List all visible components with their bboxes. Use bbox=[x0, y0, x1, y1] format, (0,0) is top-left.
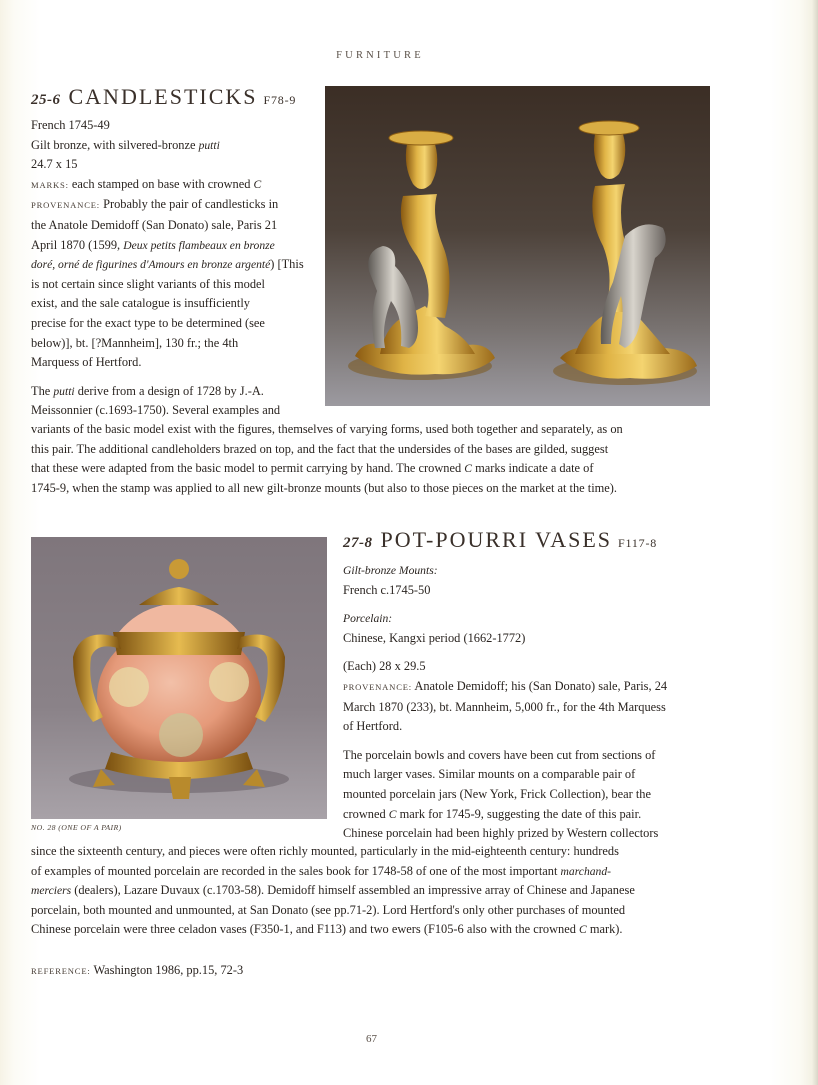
porcelain-text: Chinese, Kangxi period (1662-1772) bbox=[343, 630, 526, 645]
vase-photo-caption: NO. 28 (ONE OF A PAIR) bbox=[31, 823, 122, 832]
marks-label: MARKS: bbox=[31, 179, 69, 190]
marks-line bbox=[31, 175, 311, 196]
running-head: FURNITURE bbox=[336, 50, 424, 61]
provenance-label: PROVENANCE: bbox=[31, 200, 100, 211]
candlesticks-details: French 1745-49 Gilt bronze, with silvered-bronze putti 24.7 x 15 MARKS: each stamped on base with crowned C PROVENANCE: Probably the pair of candlesticks in the Anatole Demidoff (San Donato) sale, Paris 21 April 1870 (1599, Deux petits flambeaux en bronze doré, orné de figurines d'Amours en bronze argenté) [This is not certain since slight variants of this model exist, and the sale catalogue is insufficiently precise for the exact type to be determined (see below)], bt. [?Mannheim], 130 fr.; the 4th Marquess of Hertford. The putti derive from a design of 1728 by J.-A. Meissonnier (c.1693-1750). Several examples and bbox=[31, 116, 311, 421]
marks-text: each stamped on base with crowned C bbox=[71, 176, 262, 191]
vase-provenance-line: PROVENANCE: Anatole Demidoff; his (San Donato) sale, Paris, 24 bbox=[343, 678, 668, 693]
entry-number: 27-8 bbox=[343, 535, 373, 551]
candlesticks-body: variants of the basic model exist with the figures, themselves of varying forms, used both together and separately, as on this pair. The additional candleholders brazed on top, and the fact that the undersides of the bases are gilded, suggest that these were adapted from the basic model to permit carrying by hand. The crowned C marks indicate a date of 1745-9, when the stamp was applied to all new gilt-bronze mounts (but also to those pieces on the market at the time). bbox=[31, 422, 623, 495]
candlesticks-image bbox=[325, 86, 710, 406]
entry-number: 25-6 bbox=[31, 92, 61, 108]
reference-label: REFERENCE: bbox=[31, 966, 91, 976]
entry-heading-candlesticks bbox=[31, 86, 296, 108]
provenance-label: PROVENANCE: bbox=[343, 681, 412, 692]
vase-body: since the sixteenth century, and pieces were often richly mounted, particularly in the mid-eighteenth century: hundreds of examples of mounted porcelain are recorded in the sales book for 1748-58 of one of the most important marchand- merciers (dealers), Lazare Duvaux (c.1703-58). Demidoff himself assembled an impressive array of Chinese and Japanese porcelain, both mounted and unmounted, at San Donato (see pp.71-2). Lord Hertford's only other purchases of mounted Chinese porcelain were three celadon vases (F350-1, and F113) and two ewers (F105-6 also with the crowned C mark). bbox=[31, 844, 635, 937]
mounts-text: French c.1745-50 bbox=[343, 582, 431, 597]
entry-title: CANDLESTICKS bbox=[68, 84, 258, 109]
reference-text: Washington 1986, pp.15, 72-3 bbox=[93, 963, 244, 977]
pot-pourri-vase-image bbox=[31, 537, 327, 819]
vase-details: Gilt-bronze Mounts: French c.1745-50 Porcelain: Chinese, Kangxi period (1662-1772) (Each) 28 x 29.5 PROVENANCE: Anatole Demidoff; his (San Donato) sale, Paris, 24 March 1870 (233), bt. Mannheim, 5,000 fr., for the 4th Marquess of Hertford. The porcelain bowls and covers have been cut from sections of much larger vases. Similar mounts on a comparable pair of mounted porcelain jars (New York, Frick Collection), bear the crowned C mark for 1745-9, suggesting the date of this pair. Chinese porcelain had been highly prized by Western collectors bbox=[343, 561, 733, 844]
provenance-line: PROVENANCE: Probably the pair of candlesticks in bbox=[31, 197, 279, 212]
origin-line: French 1745-49 bbox=[31, 118, 110, 132]
page-number: 67 bbox=[366, 1033, 377, 1045]
entry-title: POT-POURRI VASES bbox=[380, 527, 613, 552]
dimensions-line: 24.7 x 15 bbox=[31, 157, 78, 172]
pot-pourri-vase-photo bbox=[31, 537, 327, 819]
porcelain-label: Porcelain: bbox=[343, 612, 393, 626]
reference-line bbox=[31, 961, 243, 982]
entry-heading-pot-pourri-vases bbox=[343, 529, 657, 551]
entry-ref: F117-8 bbox=[618, 536, 658, 550]
entry-ref: F78-9 bbox=[263, 93, 297, 107]
vase-dimensions: (Each) 28 x 29.5 bbox=[343, 659, 426, 674]
material-line: Gilt bronze, with silvered-bronze putti bbox=[31, 137, 220, 152]
candlesticks-photo bbox=[325, 86, 710, 406]
mounts-label: Gilt-bronze Mounts: bbox=[343, 564, 438, 577]
